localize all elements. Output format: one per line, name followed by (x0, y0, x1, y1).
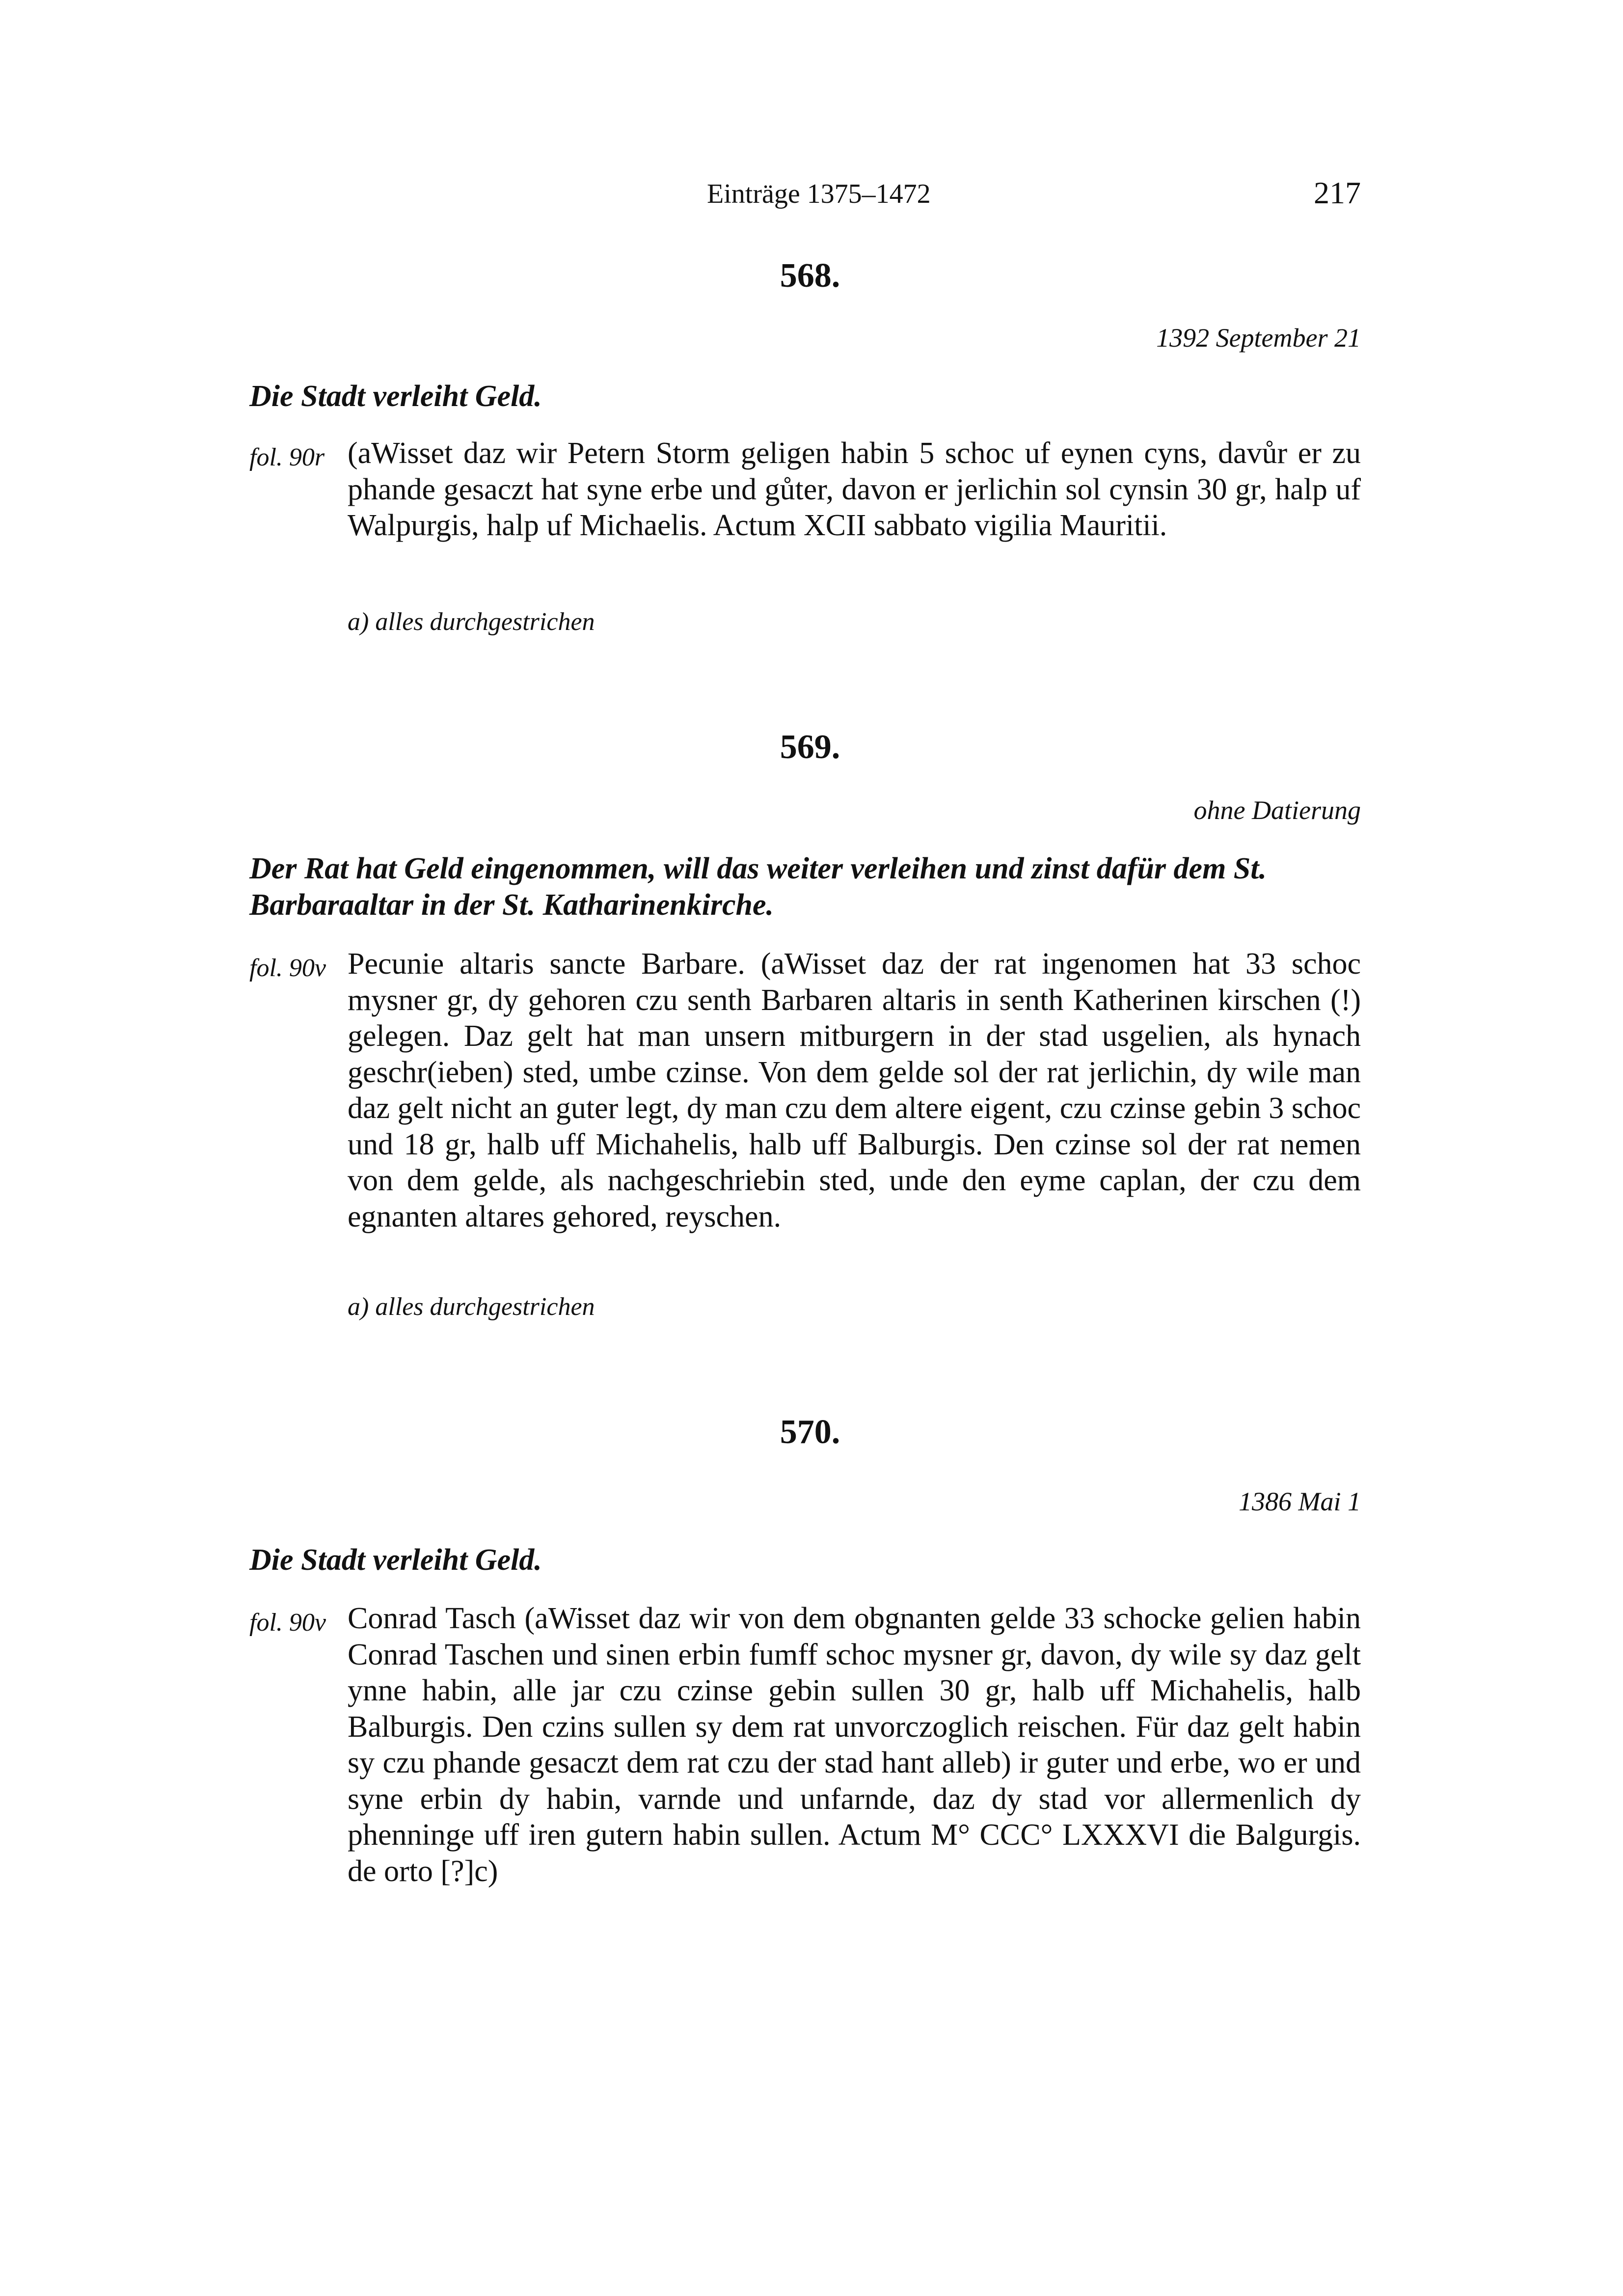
running-head: Einträge 1375–1472 (707, 179, 931, 209)
folio-569: fol. 90v (249, 954, 326, 982)
entry-date-569: ohne Datierung (1193, 795, 1361, 825)
entry-title-569: Der Rat hat Geld eingenommen, will das weiter verleihen und zinst dafür dem St. Barbaraaltar in der St. Katharinenkirche. (249, 852, 1267, 922)
entry-number-569: 569. (780, 728, 840, 766)
entry-date-568: 1392 September 21 (1156, 323, 1361, 353)
entry-text-568: (aWisset daz wir Petern Storm geligen habin 5 schoc uf eynen cyns, davůr er zu phande gesaczt hat syne erbe und gůter, davon er jerlichin sol cynsin 30 gr, halp uf Walpurgis, halp uf Michaelis. Actum XCII sabbato vigilia Mauritii. (348, 437, 1361, 542)
entry-text-570: Conrad Tasch (aWisset daz wir von dem obgnanten gelde 33 schocke gelien habin Conrad Taschen und sinen erbin fumff schoc mysner gr, davon, dy wile sy daz gelt ynne habin, alle jar czu czinse gebin sullen 30 gr, halb uff Michahelis, halb Balburgis. Den czins sullen sy dem rat unvorczoglich reischen. Für daz gelt habin sy czu phande gesaczt dem rat czu der stad hant alleb) ir guter und erbe, wo er und syne erbin dy habin, varnde und unfarnde, daz dy stad vor allermenlich dy phenninge uff iren gutern habin sullen. Actum M° CCC° LXXXVI die Balgurgis. de orto [?]c) (348, 1602, 1361, 1888)
entry-title-568: Die Stadt verleiht Geld. (249, 380, 542, 413)
folio-568: fol. 90r (249, 443, 325, 471)
entry-number-570: 570. (780, 1413, 840, 1451)
footnote-569: a) alles durchgestrichen (348, 1293, 595, 1321)
page-number: 217 (1314, 175, 1361, 210)
folio-570: fol. 90v (249, 1609, 326, 1637)
entry-text-569: Pecunie altaris sancte Barbare. (aWisset daz der rat ingenomen hat 33 schoc mysner gr, dy gehoren czu senth Barbaren altaris in senth Katherinen kirschen (!) gelegen. Daz gelt hat man unsern mitburgern in der stad usgelien, als hynach geschr(ieben) sted, umbe czinse. Von dem gelde sol der rat jerlichin, dy wile man daz gelt nicht an guter legt, dy man czu dem altere eigent, czu czinse gebin 3 schoc und 18 gr, halb uff Michahelis, halb uff Balburgis. Den czinse sol der rat nemen von dem gelde, als nachgeschriebin sted, unde den eyme caplan, der czu dem egnanten altares gehored, reyschen. (348, 947, 1361, 1233)
footnote-568: a) alles durchgestrichen (348, 608, 595, 636)
entry-number-568: 568. (780, 257, 840, 295)
entry-title-570: Die Stadt verleiht Geld. (249, 1543, 542, 1577)
entry-date-570: 1386 Mai 1 (1239, 1487, 1361, 1516)
